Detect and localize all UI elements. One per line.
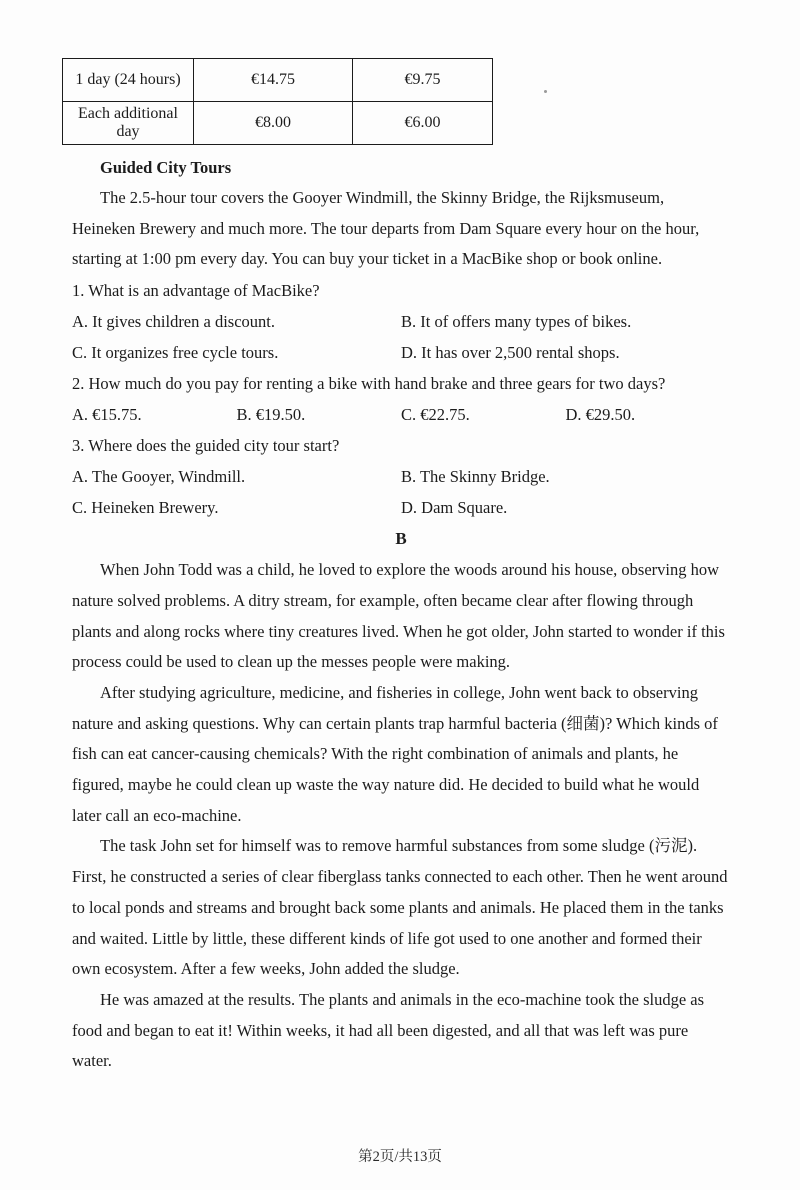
question-2-options-row	[72, 399, 730, 430]
question-2-option-b: B. €19.50.	[236, 405, 306, 425]
question-1-option-a: A. It gives children a discount.	[72, 312, 275, 332]
tours-heading: Guided City Tours	[100, 158, 232, 177]
table-row	[63, 59, 493, 102]
table-cell-duration: Each additional day	[63, 102, 194, 145]
table-cell-duration: 1 day (24 hours)	[63, 59, 194, 102]
question-1-option-b: B. It of offers many types of bikes.	[401, 312, 632, 332]
question-2-option-d: D. €29.50.	[565, 405, 636, 425]
question-3-options-row	[72, 461, 730, 492]
table-cell-price-2: €6.00	[353, 102, 493, 145]
tours-paragraph: The 2.5-hour tour covers the Gooyer Windmill, the Skinny Bridge, the Rijksmuseum, Heineken Brewery and much more. The tour departs from Dam Square every hour on the hour, starting at 1:00 pm every day. You can buy your ticket in a MacBike shop or book online.	[72, 188, 700, 269]
question-1-options-row	[72, 337, 730, 368]
question-2-option-a: A. €15.75.	[72, 405, 142, 425]
question-3-stem: 3. Where does the guided city tour start?	[72, 436, 340, 456]
question-3-option-d: D. Dam Square.	[401, 498, 508, 518]
page-content	[72, 152, 730, 1077]
passage-b-paragraph-3: The task John set for himself was to remove harmful substances from some sludge (污泥). First, he constructed a series of clear fiberglass tanks connected to each other. Then he went around to local ponds and streams and brought back some plants and animals. He placed them in the tanks and waited. Little by little, these different kinds of life got used to one another and formed their own ecosystem. After a few weeks, John added the sludge.	[72, 836, 728, 979]
question-1-option-d: D. It has over 2,500 rental shops.	[401, 343, 620, 363]
question-3-option-a: A. The Gooyer, Windmill.	[72, 467, 246, 487]
passage-b-paragraph-2: After studying agriculture, medicine, and fisheries in college, John went back to observing nature and asking questions. Why can certain plants trap harmful bacteria (细菌)? Which kinds of fish can eat cancer-causing chemicals? With the right combination of animals and plants, he figured, maybe he could clean up waste the way nature did. He decided to build what he would later call an eco-machine.	[72, 682, 718, 825]
scan-dot-mark	[544, 90, 547, 93]
page-number-footer: 第2页/共13页	[358, 1149, 442, 1165]
question-3-option-c: C. Heineken Brewery.	[72, 498, 219, 518]
section-b-heading: B	[395, 529, 407, 549]
table-row	[63, 102, 493, 145]
passage-b-paragraph-1: When John Todd was a child, he loved to explore the woods around his house, observing how nature solved problems. A ditry stream, for example, often became clear after flowing through plants and along rocks where tiny creatures lived. When he got older, John started to wonder if this process could be used to clean up the messes people were making.	[72, 560, 725, 672]
question-1-options-row	[72, 306, 730, 337]
question-1-option-c: C. It organizes free cycle tours.	[72, 343, 279, 363]
question-3-option-b: B. The Skinny Bridge.	[401, 467, 550, 487]
question-2-stem: 2. How much do you pay for renting a bike with hand brake and three gears for two days?	[72, 374, 666, 394]
table-cell-price-1: €8.00	[194, 102, 353, 145]
table-cell-price-1: €14.75	[194, 59, 353, 102]
table-cell-price-2: €9.75	[353, 59, 493, 102]
question-2-option-c: C. €22.75.	[401, 405, 470, 425]
question-3-options-row	[72, 492, 730, 523]
passage-b-paragraph-4: He was amazed at the results. The plants and animals in the eco-machine took the sludge as food and began to eat it! Within weeks, it had all been digested, and all that was left was pure water.	[72, 989, 705, 1071]
price-table	[62, 58, 493, 145]
question-1-stem: 1. What is an advantage of MacBike?	[72, 281, 320, 301]
